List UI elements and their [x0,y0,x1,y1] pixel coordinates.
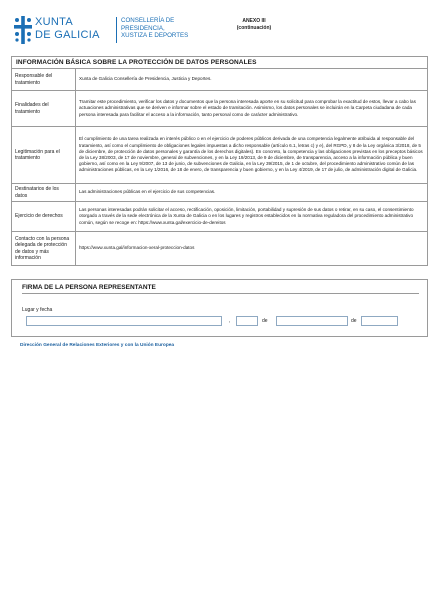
de-separator-2: de [351,318,357,324]
row-value: Xunta de Galicia Consellería de Presidencia, Justicia y Deportes. [79,76,212,82]
row-value: El cumplimiento de una tarea realizada en interés público o en el ejercicio de poderes públicos derivada de una competencia legalmente atribuida al responsable del tratamiento, así como el cumplimiento de obligaciones legales impuestas a dicho responsable (artículo 6.1, letras c) y e), del RGPD, y 8 de la Ley orgánica 3/2018, de 5 de diciembre, de protección de datos personales y garantía de los derechos digitales). En concreto, la competencia y las obligaciones previstas en los preceptos básicos de la Ley 38/2003, de 17 de noviembre, general de subvenciones, y en la Ley 19/2013, de 9 de diciembre, de transparencia, acceso a la información pública y buen gobierno, así como en la Ley 9/2007, de 13 de junio, de subvenciones de Galicia, en la Ley 39/2015, de 1 de octubre, del procedimiento administrativo común de las administraciones públicas, en la Ley 1/2016, de 18 de enero, de transparencia y buen gobierno, y en la Ley 4/2019, de 17 de julio, de administración digital de Galicia. [79,136,423,173]
row-label: Contacto con la persona delegada de protección de datos y más información [12,232,76,265]
row-label: Responsable del tratamiento [12,69,76,90]
day-field[interactable] [236,316,258,326]
table-row-controller [12,69,427,91]
logo-wordmark [35,16,113,42]
table-row-rights [12,202,427,232]
row-value: Las personas interesadas podrán solicitar el acceso, rectificación, oposición, limitación, portabilidad y supresión de sus datos o retirar, en su caso, el consentimiento otorgado a través de la sede electrónica de la Xunta de Galicia o en los lugares y registros establecidos en la normativa reguladora del procedimiento administrativo común, según se recoge en: https://www.xunta.gal/exercicio-de-dereitos [79,207,414,225]
department-name [121,17,211,40]
signature-section [11,279,428,337]
logo-line-2: DE GALICIA [35,29,100,41]
table-row-purposes [12,91,427,127]
department-line-2: PRESIDENCIA, [121,24,165,32]
annex-subtitle: (continuación) [236,25,272,31]
place-field[interactable] [26,316,222,326]
row-value: Tramitar este procedimiento, verificar los datos y documentos que la persona interesada aporte en su solicitud para comprobar la exactitud de estos, llevar a cabo las actuaciones administrativas que se deriven e informar sobre el estado de tramitación. Asimismo, los datos personales se incluirán en la Carpeta ciudadana de cada persona interesada para facilitar el acceso a la información, tanto personal como de carácter administrativo. [79,99,416,117]
de-separator-1: de [262,318,268,324]
signature-title: FIRMA DE LA PERSONA REPRESENTANTE [22,284,156,291]
row-label: Finalidades del tratamiento [12,91,76,126]
table-row-contact [12,232,427,265]
xunta-cross-icon [14,16,32,44]
table-row-legitimation [12,127,427,184]
annex-title: ANEXO III [242,18,266,24]
year-field[interactable] [361,316,398,326]
row-label: Ejercicio de derechos [12,202,76,231]
footer-department: Dirección General de Relaciones Exteriores y con la Unión Europea [20,343,175,348]
row-label: Legitimación para el tratamiento [12,127,76,183]
contact-link[interactable]: https://www.xunta.gal/informacion-xeral-proteccion-datos [79,245,195,251]
annex-label [226,18,282,32]
row-label: Destinatarios de los datos [12,184,76,201]
data-protection-table [11,56,428,266]
data-protection-title: INFORMACIÓN BÁSICA SOBRE LA PROTECCIÓN DE DATOS PERSONALES [12,57,427,69]
department-line-3: XUSTIZA E DEPORTES [121,32,189,39]
table-row-recipients [12,184,427,202]
row-value: Las administraciones públicas en el ejercicio de sus competencias. [79,189,216,195]
place-date-label: Lugar y fecha [22,307,53,313]
logo-line-1: XUNTA [35,16,73,28]
department-line-1: CONSELLERÍA DE [121,17,175,24]
comma-separator: , [229,318,231,324]
month-field[interactable] [276,316,348,326]
logo-divider [116,17,117,43]
document-header [14,14,426,48]
signature-divider [22,293,419,294]
